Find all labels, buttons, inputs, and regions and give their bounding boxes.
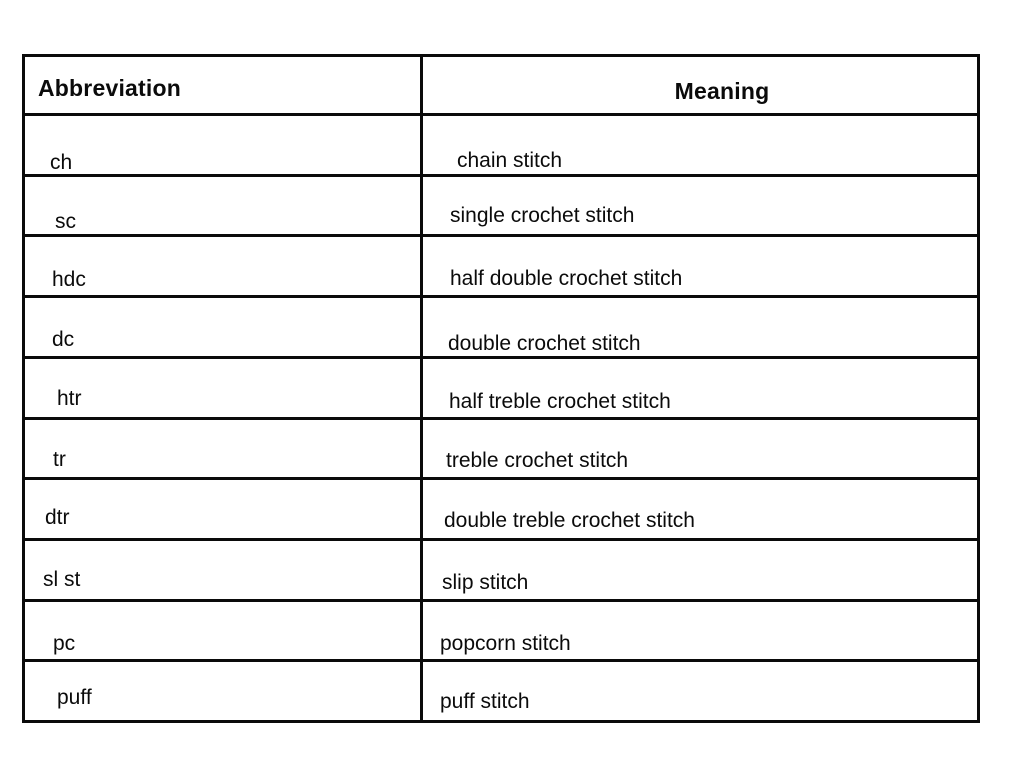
meaning-cell: [423, 359, 977, 417]
meaning-text: puff stitch: [440, 690, 530, 714]
meaning-cell: [423, 177, 977, 235]
abbreviation-cell: [25, 359, 423, 417]
table-row: [25, 116, 977, 177]
abbreviation-cell: [25, 602, 423, 660]
abbreviation-cell: [25, 420, 423, 478]
table-row: [25, 177, 977, 238]
abbreviation-table: [22, 54, 980, 723]
meaning-text: double treble crochet stitch: [444, 508, 695, 532]
abbreviation-cell: [25, 177, 423, 235]
meaning-cell: [423, 541, 977, 599]
abbreviation-text: ch: [50, 150, 73, 174]
table-row: [25, 541, 977, 602]
meaning-cell: [423, 662, 977, 720]
abbreviation-text: sc: [55, 210, 76, 234]
meaning-text: popcorn stitch: [440, 632, 571, 656]
meaning-cell: [423, 480, 977, 538]
abbreviation-cell: [25, 541, 423, 599]
meaning-text: slip stitch: [442, 570, 529, 594]
table-row: [25, 602, 977, 663]
abbreviation-text: pc: [53, 632, 76, 656]
meaning-cell: [423, 602, 977, 660]
meaning-column-header: Meaning: [674, 78, 770, 104]
abbreviation-cell: [25, 298, 423, 356]
abbreviation-cell: [25, 662, 423, 720]
meaning-text: treble crochet stitch: [446, 449, 629, 473]
abbreviation-text: hdc: [52, 268, 86, 292]
abbreviation-text: htr: [57, 386, 82, 410]
table-body: [25, 116, 977, 720]
abbreviation-text: dc: [52, 327, 75, 351]
abbreviation-text: dtr: [45, 505, 70, 529]
meaning-cell: [423, 116, 977, 174]
meaning-text: single crochet stitch: [450, 204, 635, 228]
meaning-cell: [423, 237, 977, 295]
table-header-row: [25, 57, 977, 116]
table-row: [25, 480, 977, 541]
meaning-text: half treble crochet stitch: [449, 389, 671, 413]
table-row: [25, 298, 977, 359]
abbreviation-cell: [25, 237, 423, 295]
meaning-text: chain stitch: [457, 148, 563, 172]
abbreviation-cell: [25, 116, 423, 174]
table-row: [25, 420, 977, 481]
abbreviation-column-header: Abbreviation: [25, 57, 423, 113]
meaning-text: double crochet stitch: [448, 331, 641, 355]
meaning-cell: [423, 298, 977, 356]
abbreviation-text: sl st: [43, 567, 81, 591]
meaning-cell: [423, 420, 977, 478]
abbreviation-text: puff: [57, 686, 92, 710]
abbreviation-text: tr: [53, 448, 66, 472]
meaning-text: half double crochet stitch: [450, 267, 683, 291]
table-row: [25, 359, 977, 420]
abbreviation-cell: [25, 480, 423, 538]
table-row: [25, 662, 977, 720]
table-row: [25, 237, 977, 298]
